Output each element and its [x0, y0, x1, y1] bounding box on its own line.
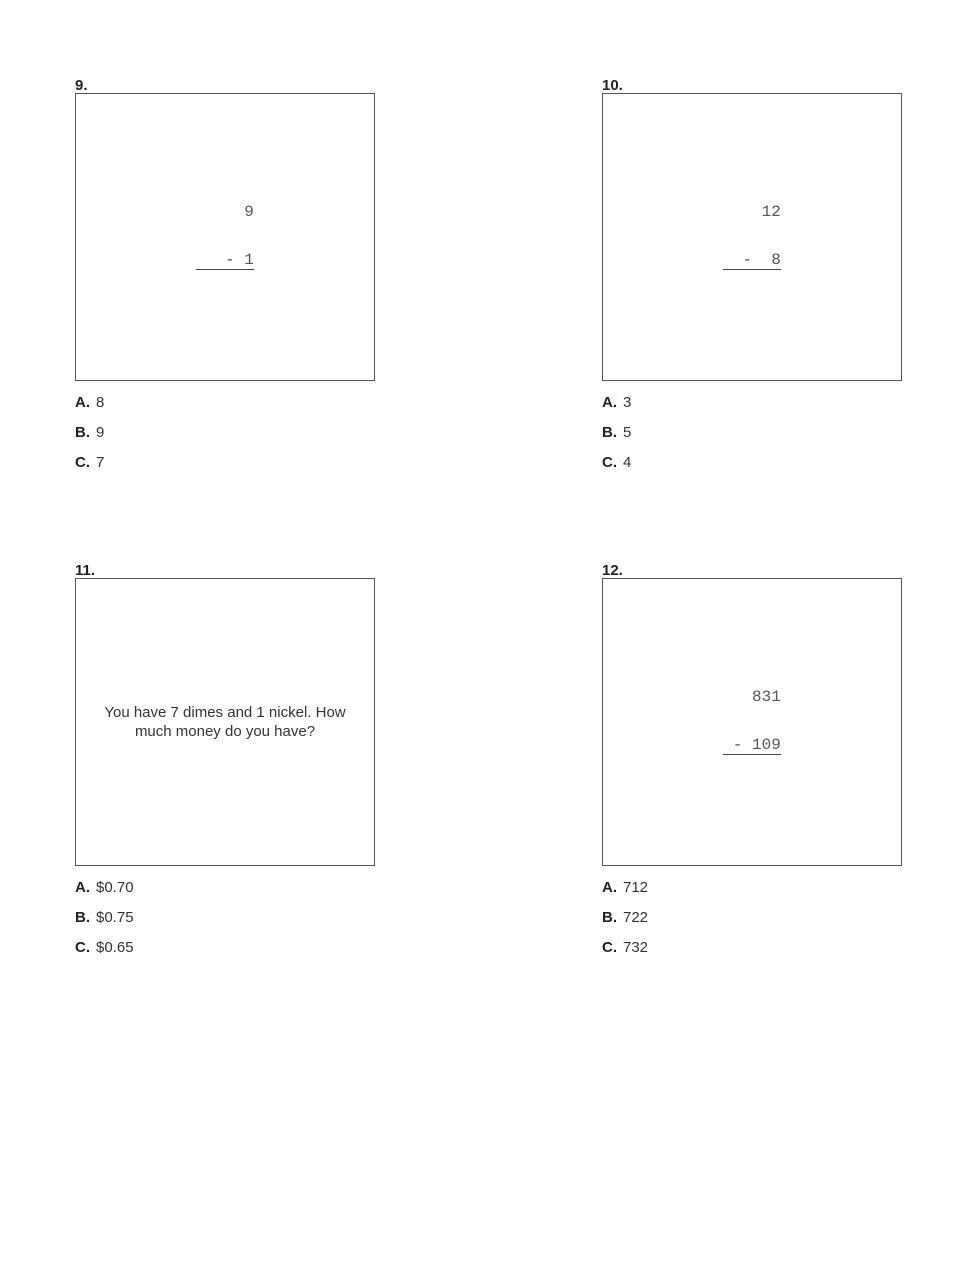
choice-letter: B. [602, 909, 617, 926]
subtraction-problem [723, 657, 781, 787]
choice-value: 8 [96, 394, 105, 411]
choice-b[interactable] [75, 910, 375, 925]
answer-choices [75, 880, 375, 955]
choice-a[interactable] [75, 880, 375, 895]
choice-b[interactable] [602, 425, 902, 440]
answer-choices [75, 395, 375, 470]
choice-a[interactable] [75, 395, 375, 410]
choice-value: $0.70 [96, 879, 134, 896]
question-number: 9. [75, 77, 88, 94]
choice-value: 5 [623, 424, 632, 441]
choice-letter: A. [602, 394, 617, 411]
problem-box [602, 93, 902, 381]
choice-letter: C. [602, 939, 617, 956]
word-problem: You have 7 dimes and 1 nickel. How much money do you have? [104, 704, 346, 740]
choice-value: 722 [623, 909, 649, 926]
choice-c[interactable] [75, 940, 375, 955]
problem-box [75, 93, 375, 381]
question-10 [602, 78, 902, 485]
choice-value: 7 [96, 454, 105, 471]
subtrahend: - 8 [723, 252, 781, 270]
problem-box [75, 578, 375, 866]
question-number: 12. [602, 562, 623, 579]
minuend: 831 [751, 688, 781, 706]
choice-letter: C. [75, 454, 90, 471]
question-9 [75, 78, 375, 485]
choice-a[interactable] [602, 395, 902, 410]
answer-choices [602, 395, 902, 470]
subtraction-problem [723, 172, 781, 302]
choice-letter: A. [602, 879, 617, 896]
choice-value: 4 [623, 454, 632, 471]
choice-letter: B. [75, 909, 90, 926]
choice-letter: B. [75, 424, 90, 441]
choice-value: 732 [623, 939, 649, 956]
question-12 [602, 563, 902, 970]
choice-b[interactable] [602, 910, 902, 925]
choice-b[interactable] [75, 425, 375, 440]
choice-letter: B. [602, 424, 617, 441]
choice-value: $0.65 [96, 939, 134, 956]
choice-value: 9 [96, 424, 105, 441]
choice-letter: A. [75, 394, 90, 411]
question-number: 10. [602, 77, 623, 94]
problem-box [602, 578, 902, 866]
minuend: 9 [244, 203, 254, 221]
choice-letter: A. [75, 879, 90, 896]
minuend: 12 [761, 203, 781, 221]
choice-c[interactable] [602, 455, 902, 470]
subtrahend: - 109 [723, 737, 781, 755]
choice-letter: C. [602, 454, 617, 471]
choice-letter: C. [75, 939, 90, 956]
choice-a[interactable] [602, 880, 902, 895]
answer-choices [602, 880, 902, 955]
choice-c[interactable] [75, 455, 375, 470]
choice-value: 712 [623, 879, 649, 896]
subtrahend: - 1 [196, 252, 254, 270]
subtraction-problem [196, 172, 254, 302]
question-11 [75, 563, 375, 970]
question-number: 11. [75, 562, 96, 579]
choice-value: $0.75 [96, 909, 134, 926]
choice-c[interactable] [602, 940, 902, 955]
choice-value: 3 [623, 394, 632, 411]
